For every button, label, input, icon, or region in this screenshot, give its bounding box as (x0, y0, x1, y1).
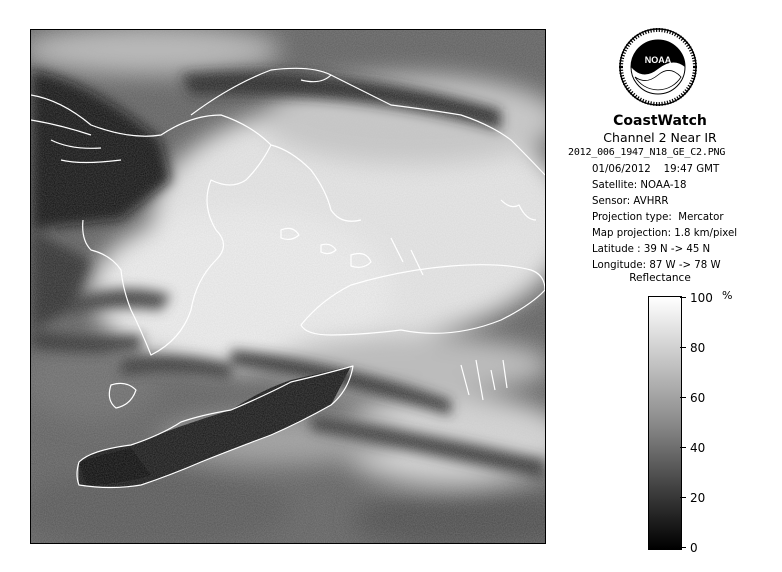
colorbar-tick-label: 0 (690, 541, 698, 555)
colorbar-title: Reflectance (629, 272, 691, 284)
colorbar-tick-label: 100 (690, 291, 713, 305)
datetime-label: 01/06/2012 19:47 GMT (592, 164, 720, 175)
channel-name: Channel 2 Near IR (603, 130, 717, 145)
noaa-logo (618, 27, 698, 107)
logo-text: NOAA (644, 55, 672, 65)
satellite-label: Satellite: NOAA-18 (592, 180, 687, 191)
product-title: CoastWatch (613, 113, 707, 129)
satellite-image (30, 29, 546, 544)
reflectance-colorbar (648, 296, 682, 550)
colorbar-tick-label: 80 (690, 341, 706, 355)
colorbar-tick-mark (680, 447, 686, 448)
file-name: 2012_006_1947_N18_GE_C2.PNG (568, 147, 726, 158)
colorbar-tick-mark (680, 397, 686, 398)
projection-type-label: Projection type: Mercator (592, 212, 724, 223)
reflectance-map (31, 30, 545, 543)
latitude-label: Latitude : 39 N -> 45 N (592, 244, 711, 255)
longitude-label: Longitude: 87 W -> 78 W (592, 260, 721, 271)
colorbar-tick-mark (680, 497, 686, 498)
colorbar-tick-mark (680, 347, 686, 348)
colorbar-tick-mark (680, 547, 686, 548)
colorbar-tick-label: 20 (690, 491, 706, 505)
map-projection-label: Map projection: 1.8 km/pixel (592, 228, 738, 239)
colorbar-tick-label: 60 (690, 391, 706, 405)
colorbar-tick-mark (680, 297, 686, 298)
sensor-label: Sensor: AVHRR (592, 196, 669, 207)
colorbar-tick-label: 40 (690, 441, 706, 455)
colorbar-unit: % (722, 289, 733, 302)
